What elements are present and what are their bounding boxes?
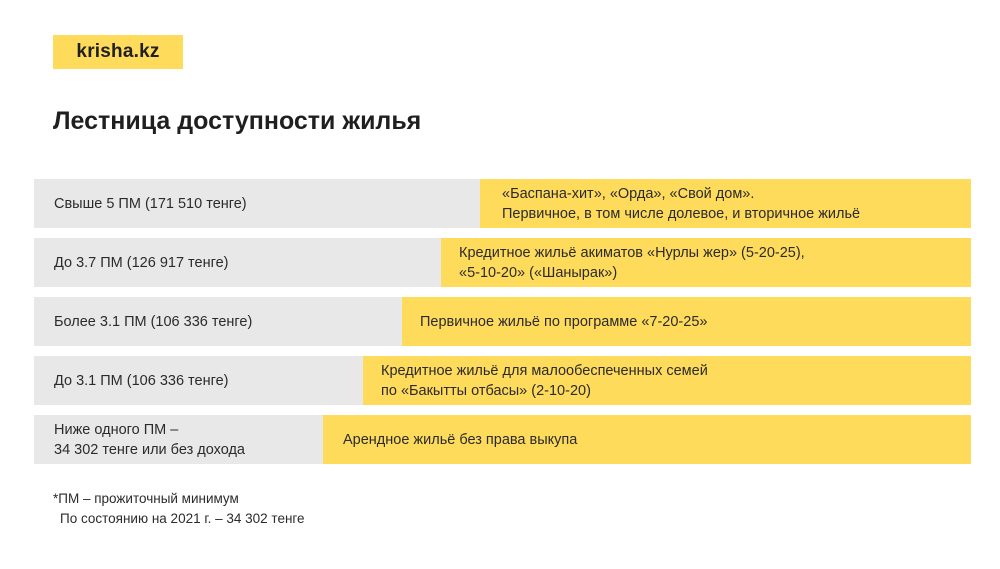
ladder-row: [34, 297, 971, 346]
page-title: Лестница доступности жилья: [53, 107, 422, 135]
income-level-label: До 3.1 ПМ (106 336 тенге): [54, 372, 229, 389]
ladder-row: [34, 356, 971, 405]
income-level-label: Более 3.1 ПМ (106 336 тенге): [54, 313, 253, 330]
income-level-label: До 3.7 ПМ (126 917 тенге): [54, 254, 229, 271]
affordability-ladder: [34, 179, 971, 464]
footnote: [53, 489, 305, 529]
housing-program-bar: Кредитное жильё для малообеспеченных семей по «Бакытты отбасы» (2-10-20): [363, 356, 971, 405]
brand-logo: krisha.kz: [53, 35, 183, 69]
housing-program-bar: Первичное жильё по программе «7-20-25»: [402, 297, 971, 346]
housing-program-bar: Арендное жильё без права выкупа: [323, 415, 971, 464]
ladder-row: [34, 238, 971, 287]
footnote-subsistence-value: По состоянию на 2021 г. – 34 302 тенге: [60, 511, 305, 526]
housing-program-bar: Кредитное жильё акиматов «Нурлы жер» (5-20-25), «5-10-20» («Шанырак»): [441, 238, 971, 287]
ladder-row: [34, 179, 971, 228]
income-level-label: Свыше 5 ПМ (171 510 тенге): [54, 195, 247, 212]
income-level-label: Ниже одного ПМ – 34 302 тенге или без дохода: [54, 421, 245, 458]
footnote-definition: *ПМ – прожиточный минимум: [53, 491, 239, 506]
housing-program-bar: «Баспана-хит», «Орда», «Свой дом». Первичное, в том числе долевое, и вторичное жильё: [480, 179, 971, 228]
ladder-row: [34, 415, 971, 464]
